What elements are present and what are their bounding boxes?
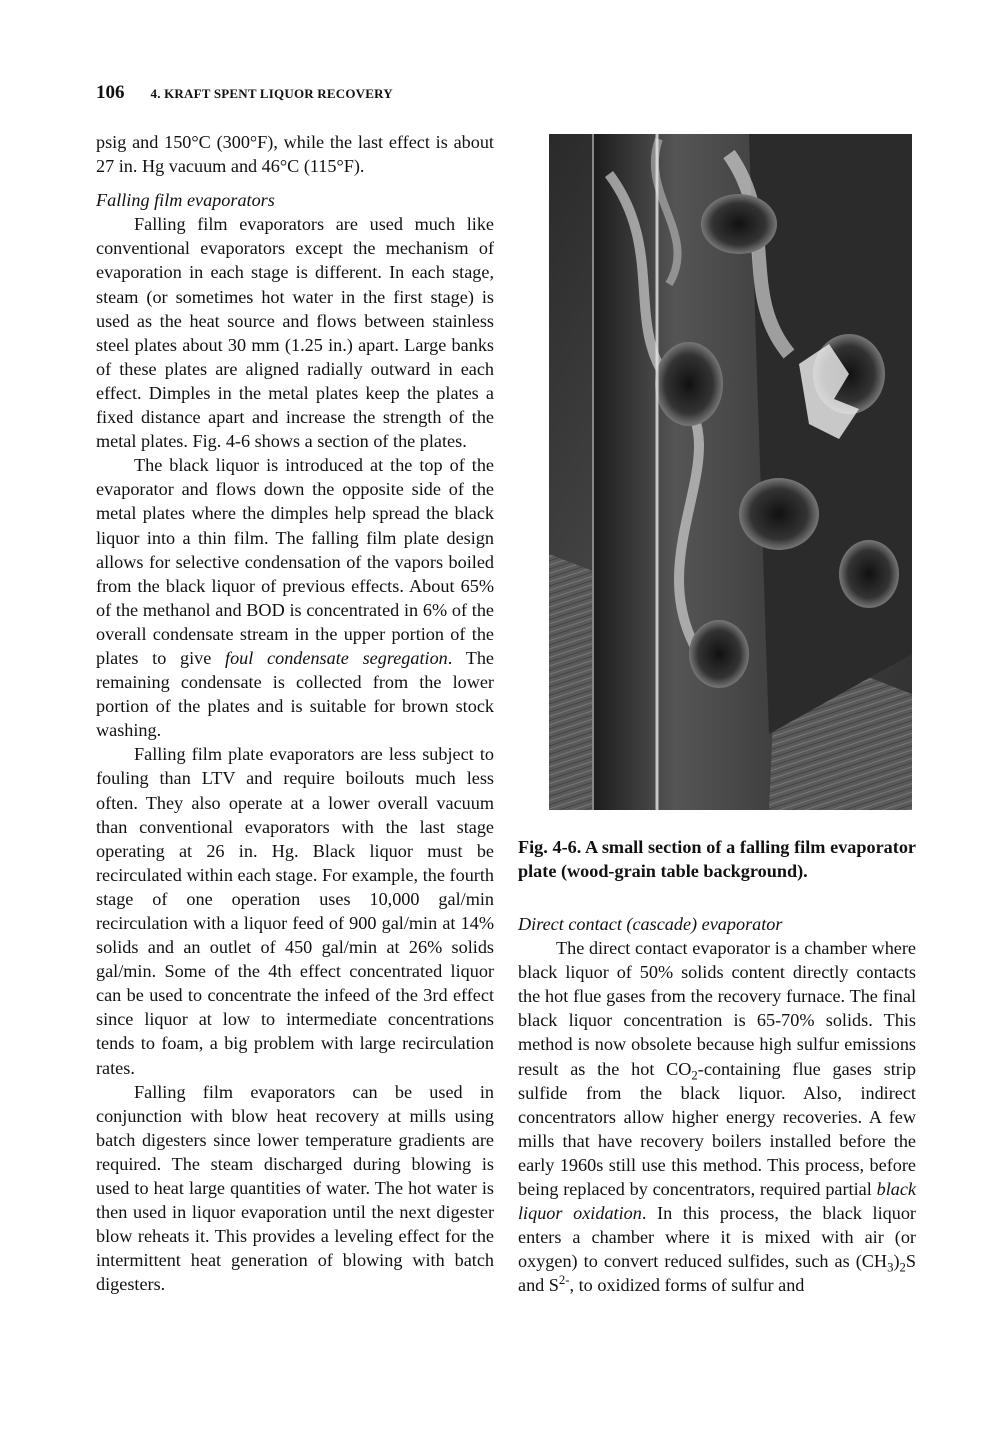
text-run: . In this process, the black liquor enters a chamber where it is mixed with air (or oxygen) to convert reduced sulfides, such as (CH [518, 1203, 916, 1272]
figure-caption-text: A small section of a falling film evaporator plate (wood-grain table background). [518, 837, 916, 881]
text-run: -containing flue gases strip sulfide from the black liquor. Also, indirect concentrators allow higher energy recoveries. A few mills that have recovery boilers installed before the early 1960s still use this method. This process, before being replaced by concentrators, required partial [518, 1058, 916, 1200]
body-paragraph [518, 936, 916, 1297]
section-heading-falling-film: Falling film evaporators [96, 190, 275, 211]
subscript: 3 [887, 1260, 894, 1275]
right-column [518, 912, 916, 1298]
body-paragraph: Falling film evaporators are used much like conventional evaporators except the mechanism of evaporation in each stage is different. In each stage, steam (or sometimes hot water in the first stage) is used as the heat source and flows between stainless steel plates about 30 mm (1.25 in.) apart. Large banks of these plates are aligned radially outward in each effect. Dimples in the metal plates keep the plates a fixed distance apart and increase the strength of the metal plates. Fig. 4-6 shows a section of the plates. [96, 214, 494, 452]
text-run: , to oxidized forms of sulfur and [569, 1275, 805, 1296]
text-run: ) [893, 1251, 900, 1272]
text-run: The black liquor is introduced at the top of the evaporator and flows down the opposite side of the metal plates where the dimples help spread the black liquor into a thin film. The falling film plate design allows for selective condensation of the vapors boiled from the black liquor of previous effects. About 65% of the methanol and BOD is concentrated in 6% of the overall condensate stream in the upper portion of the plates to give [96, 455, 494, 668]
subscript: 2 [899, 1260, 906, 1275]
page-header [96, 82, 393, 104]
left-column [96, 130, 494, 1297]
body-paragraph: Falling film plate evaporators are less subject to fouling than LTV and require boilouts much less often. They also operate at a lower overall vacuum than conventional evaporators with the last stage operating at 26 in. Hg. Black liquor must be recirculated within each stage. For example, the fourth stage of one operation uses 10,000 gal/min recirculation with a liquor feed of 900 gal/min at 14% solids and an outlet of 450 gal/min at 26% solids gal/min. Some of the 4th effect concentrated liquor can be used to concentrate the infeed of the 3rd effect since liquor at low to intermediate concentrations tends to foam, a big problem with large recirculation rates. [96, 744, 494, 1078]
figure-caption [518, 836, 916, 883]
emphasis-term: black liquor oxidation [518, 1179, 916, 1224]
figure-photo-evaporator-plate [549, 134, 912, 810]
body-paragraph [96, 453, 494, 742]
body-paragraph: Falling film evaporators can be used in conjunction with blow heat recovery at mills using batch digesters since lower temperature gradients are required. The steam discharged during blowing is used to heat large quantities of water. The hot water is then used in liquor evaporation until the next digester blow reheats it. This provides a leveling effect for the intermittent heat generation of blowing with batch digesters. [96, 1081, 494, 1295]
running-head: 4. KRAFT SPENT LIQUOR RECOVERY [150, 86, 393, 101]
superscript: 2- [558, 1273, 570, 1288]
text-run: S and S [518, 1251, 916, 1296]
section-heading-direct-contact: Direct contact (cascade) evaporator [518, 914, 783, 934]
subscript: 2 [691, 1068, 698, 1083]
emphasis-term: foul condensate segregation [225, 647, 448, 668]
figure-label: Fig. 4-6. [518, 837, 582, 857]
page-number: 106 [96, 82, 125, 103]
text-run: The direct contact evaporator is a chamber where black liquor of 50% solids content directly contacts the hot flue gases from the recovery furnace. The final black liquor concentration is 65-70% solids. This method is now obsolete because high sulfur emissions result as the hot CO [518, 938, 916, 1079]
intro-paragraph: psig and 150°C (300°F), while the last effect is about 27 in. Hg vacuum and 46°C (115°F). [96, 132, 494, 177]
text-run: . The remaining condensate is collected from the lower portion of the plates and is suitable for brown stock washing. [96, 647, 494, 741]
